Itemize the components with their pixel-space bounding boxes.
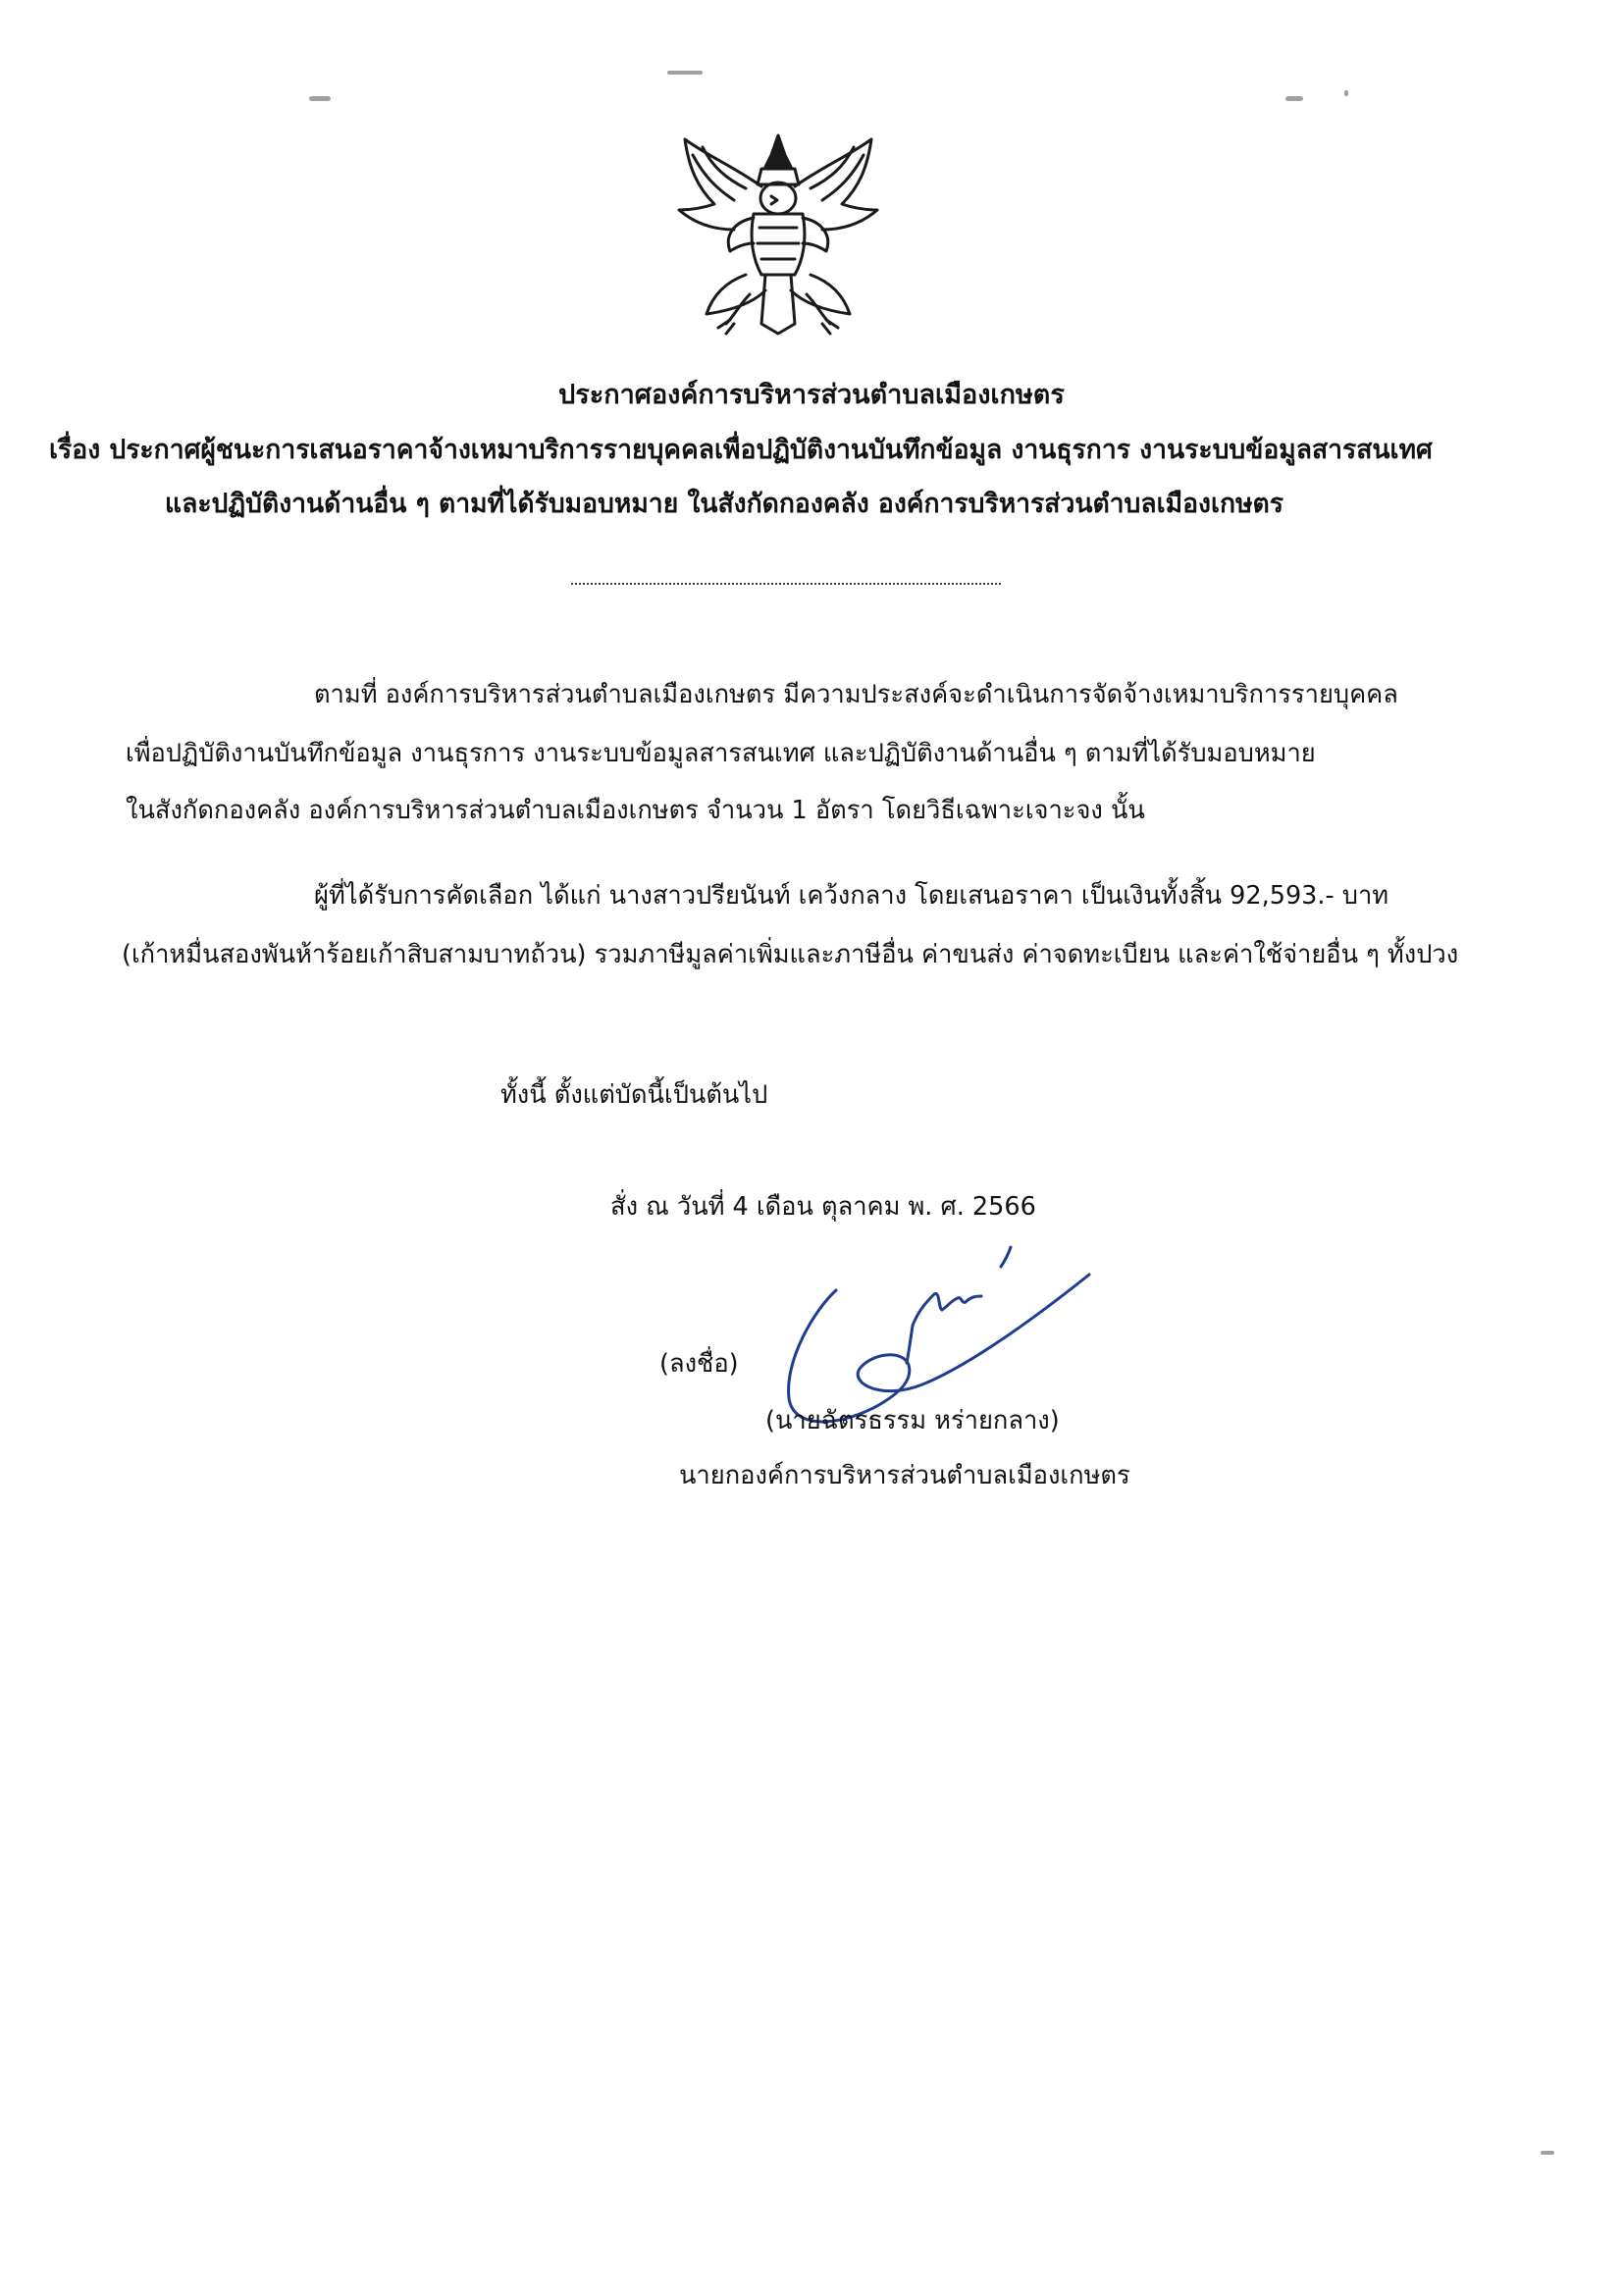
garuda-emblem-icon xyxy=(655,128,901,339)
sign-label: (ลงชื่อ) xyxy=(659,1349,739,1379)
effective-statement: ทั้งนี้ ตั้งแต่บัดนี้เป็นต้นไป xyxy=(500,1080,768,1110)
scan-mark xyxy=(1541,2151,1554,2155)
scan-mark xyxy=(1344,90,1348,96)
scan-mark xyxy=(1285,96,1303,101)
document-title: ประกาศองค์การบริหารส่วนตำบลเมืองเกษตร xyxy=(558,380,1065,410)
paragraph-1-line-3: ในสังกัดกองคลัง องค์การบริหารส่วนตำบลเมืองเกษตร จำนวน 1 อัตรา โดยวิธีเฉพาะเจาะจง นั้น xyxy=(126,796,1145,825)
paragraph-1-line-1: ตามที่ องค์การบริหารส่วนตำบลเมืองเกษตร มีความประสงค์จะดำเนินการจัดจ้างเหมาบริการรายบุคคล xyxy=(314,680,1398,709)
paragraph-2-line-2: (เก้าหมื่นสองพันห้าร้อยเก้าสิบสามบาทถ้วน) รวมภาษีมูลค่าเพิ่มและภาษีอื่น ค่าขนส่ง ค่าจดทะเบียน และค่าใช้จ่ายอื่น ๆ ทั้งปวง xyxy=(122,940,1459,969)
subject-line-1: เรื่อง ประกาศผู้ชนะการเสนอราคาจ้างเหมาบริการรายบุคคลเพื่อปฏิบัติงานบันทึกข้อมูล งานธุรการ งานระบบข้อมูลสารสนเทศ xyxy=(49,435,1433,465)
paragraph-1-line-2: เพื่อปฏิบัติงานบันทึกข้อมูล งานธุรการ งานระบบข้อมูลสารสนเทศ และปฏิบัติงานด้านอื่น ๆ ตามที่ได้รับมอบหมาย xyxy=(126,739,1316,768)
subject-line-2: และปฏิบัติงานด้านอื่น ๆ ตามที่ได้รับมอบหมาย ในสังกัดกองคลัง องค์การบริหารส่วนตำบลเมืองเกษตร xyxy=(165,489,1283,519)
order-date: สั่ง ณ วันที่ 4 เดือน ตุลาคม พ. ศ. 2566 xyxy=(610,1192,1036,1222)
scan-mark xyxy=(309,96,331,101)
paragraph-2-line-1: ผู้ที่ได้รับการคัดเลือก ได้แก่ นางสาวปรียนันท์ เคว้งกลาง โดยเสนอราคา เป็นเงินทั้งสิ้น 92,593.- บาท xyxy=(314,881,1389,911)
scan-mark xyxy=(667,71,703,75)
signer-position: นายกองค์การบริหารส่วนตำบลเมืองเกษตร xyxy=(679,1461,1130,1490)
separator-dotted-line xyxy=(571,583,1001,585)
signer-name: (นายฉัตรธรรม หร่ายกลาง) xyxy=(765,1406,1060,1435)
